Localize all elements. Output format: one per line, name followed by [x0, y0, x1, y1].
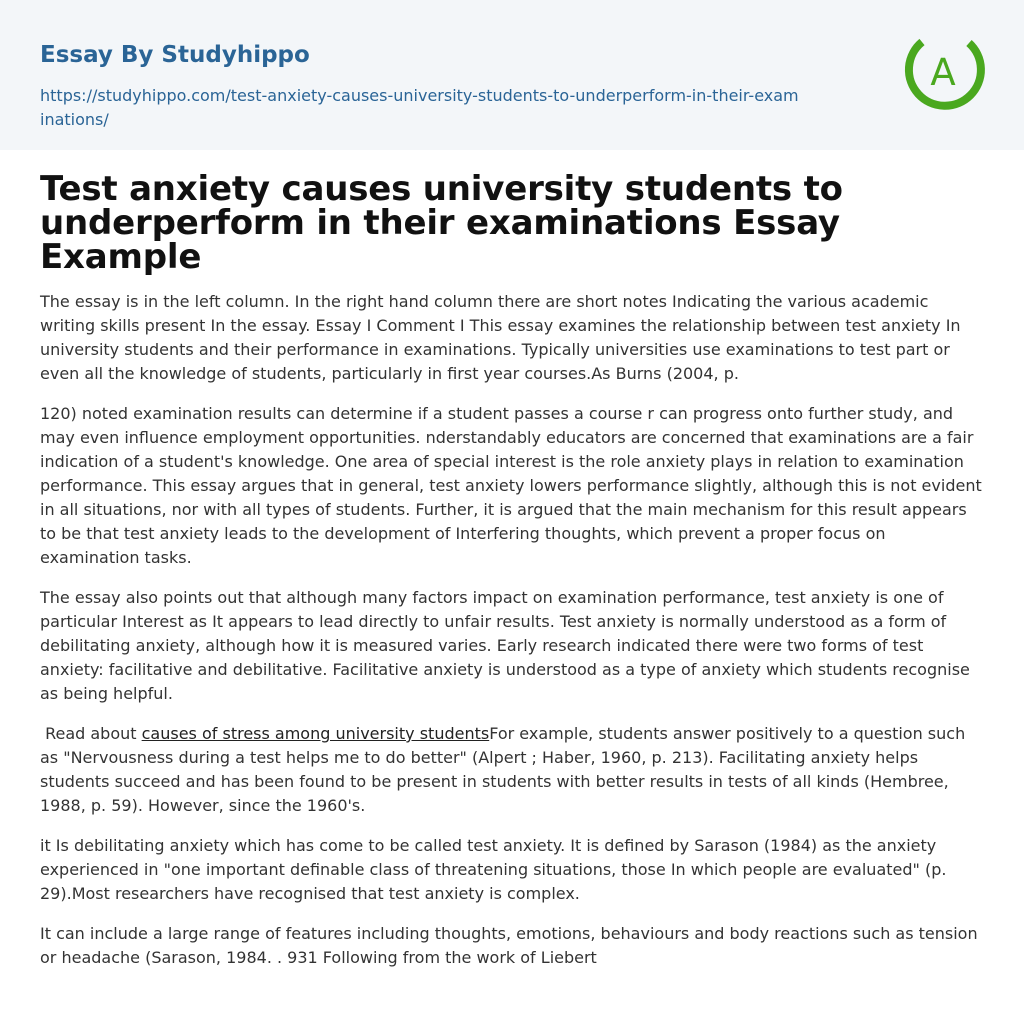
paragraph: The essay is in the left column. In the right hand column there are short notes Indicating the various academic writing skills present In the essay. Essay I Comment I This essay examines the relationship between test anxiety In university students and their performance in examinations. Typically universities use examinations to test part or even all the knowledge of students, particularly in first year courses.As Burns (2004, p.	[40, 292, 961, 383]
paragraph-read-about	[40, 722, 984, 818]
page-title: Test anxiety causes university students to underperform in their examinations Essay Example	[40, 169, 843, 277]
read-about-rest: For example, students answer positively to a question such as "Nervousness during a test helps me to do better" (Alpert ; Haber, 1960, p. 213). Facilitating anxiety helps students succeed and has been found to be present in students with better results in tests of all kinds (Hembree, 1988, p. 59). However, since the 1960's.	[40, 724, 966, 815]
brand-title: Essay By Studyhippo	[40, 42, 310, 68]
source-url-link[interactable]: https://studyhippo.com/test-anxiety-causes-university-students-to-underperform-in-their-examinations/	[40, 86, 799, 129]
studyhippo-logo-icon	[900, 29, 986, 115]
paragraph: it Is debilitating anxiety which has come to be called test anxiety. It is defined by Sarason (1984) as the anxiety experienced in "one important definable class of threatening situations, those In which people are evaluated" (p. 29).Most researchers have recognised that test anxiety is complex.	[40, 836, 947, 903]
paragraph: 120) noted examination results can determine if a student passes a course r can progress onto further study, and may even influence employment opportunities. nderstandably educators are concerned that examinations are a fair indication of a student's knowledge. One area of special interest is the role anxiety plays in relation to examination performance. This essay argues that in general, test anxiety lowers performance slightly, although this is not evident in all situations, nor with all types of students. Further, it is argued that the main mechanism for this result appears to be that test anxiety leads to the development of Interfering thoughts, which prevent a proper focus on examination tasks.	[40, 404, 982, 567]
article	[0, 169, 1024, 970]
read-about-prefix: Read about	[40, 724, 142, 743]
related-essay-link[interactable]: causes of stress among university students	[141, 724, 490, 743]
paragraph: It can include a large range of features including thoughts, emotions, behaviours and body reactions such as tension or headache (Sarason, 1984. . 931 Following from the work of Liebert	[40, 924, 978, 967]
logo-letter: A	[930, 51, 956, 94]
page-header	[0, 0, 1024, 150]
paragraph: The essay also points out that although many factors impact on examination performance, test anxiety is one of particular Interest as It appears to lead directly to unfair results. Test anxiety is normally understood as a form of debilitating anxiety, although how it is measured varies. Early research indicated there were two forms of test anxiety: facilitative and debilitative. Facilitative anxiety is understood as a type of anxiety which students recognise as being helpful.	[40, 588, 970, 703]
